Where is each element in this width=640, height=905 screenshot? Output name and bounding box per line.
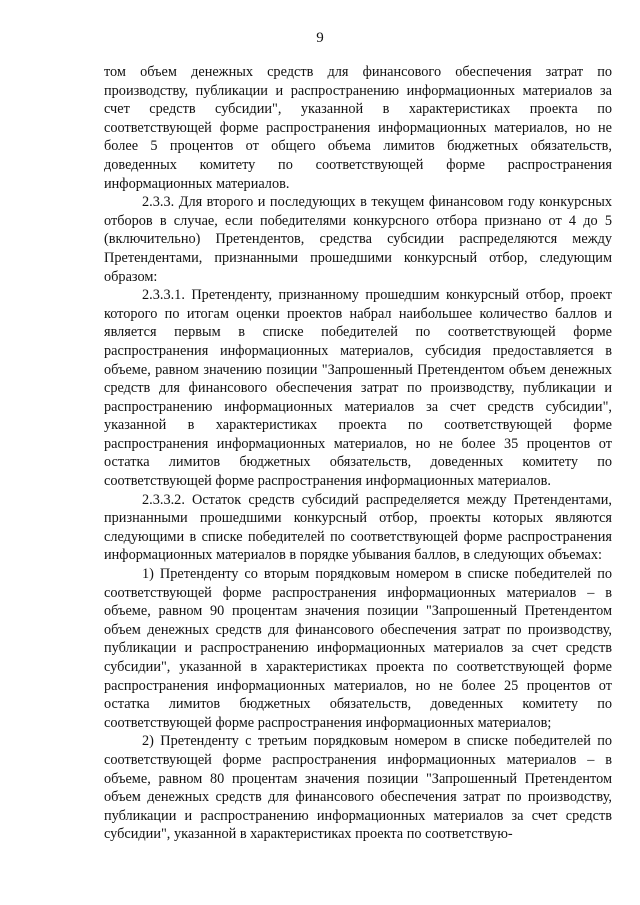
page-number: 9 — [316, 30, 324, 46]
document-body — [104, 63, 612, 844]
paragraph-item-2: 2) Претенденту с третьим порядковым номером в списке победителей по соответствующей форме распространения информационных материалов – в объеме, равном 80 процентам значения позиции "Запрошенный Претендентом объем денежных средств для финансового обеспечения затрат по производству, публикации и распространению информационных материалов за счет средств субсидии", указанной в характеристиках проекта по соответствую- — [104, 733, 612, 843]
paragraph-item-1: 1) Претенденту со вторым порядковым номером в списке победителей по соответствующей форме распространения информационных материалов – в объеме, равном 90 процентам значения позиции "Запрошенный Претендентом объем денежных средств для финансового обеспечения затрат по производству, публикации и распространению информационных материалов за счет средств субсидии", указанной в характеристиках проекта по соответствующей форме распространения информационных материалов, но не более 25 процентов от остатка лимитов бюджетных обязательств, доведенных комитету по соответствующей форме распространения информационных материалов; — [104, 566, 612, 731]
paragraph-2-3-3-2: 2.3.3.2. Остаток средств субсидий распределяется между Претендентами, признанными прошедшими конкурсный отбор, проекты которых являются следующими в списке победителей по соответствующей форме распространения информационных материалов в порядке убывания баллов, в следующих объемах: — [104, 491, 612, 564]
paragraph-2-3-3-1: 2.3.3.1. Претенденту, признанному прошедшим конкурсный отбор, проект которого по итогам оценки проектов набрал наибольшее количество баллов и является первым в списке победителей по соответствующей форме распространения информационных материалов, субсидия предоставляется в объеме, равном значению позиции "Запрошенный Претендентом объем денежных средств для финансового обеспечения затрат по производству, публикации и распространению информационных материалов за счет средств субсидии", указанной в характеристиках проекта по соответствующей форме распространения информационных материалов, но не более 35 процентов от остатка лимитов бюджетных обязательств, доведенных комитету по соответствующей форме распространения информационных материалов. — [104, 287, 612, 490]
paragraph-2-3-3: 2.3.3. Для второго и последующих в текущем финансовом году конкурсных отборов в случае, если победителями конкурсного отбора признано от 4 до 5 (включительно) Претендентов, средства субсидии распределяются между Претендентами, признанными прошедшими конкурсный отбор, следующим образом: — [104, 194, 612, 285]
paragraph-continuation: том объем денежных средств для финансового обеспечения затрат по производству, публикации и распространению информационных материалов за счет средств субсидии", указанной в характеристиках проекта по соответствующей форме распространения информационных материалов, но не более 5 процентов от общего объема лимитов бюджетных обязательств, доведенных комитету по соответствующей форме распространения информационных материалов. — [104, 64, 612, 192]
